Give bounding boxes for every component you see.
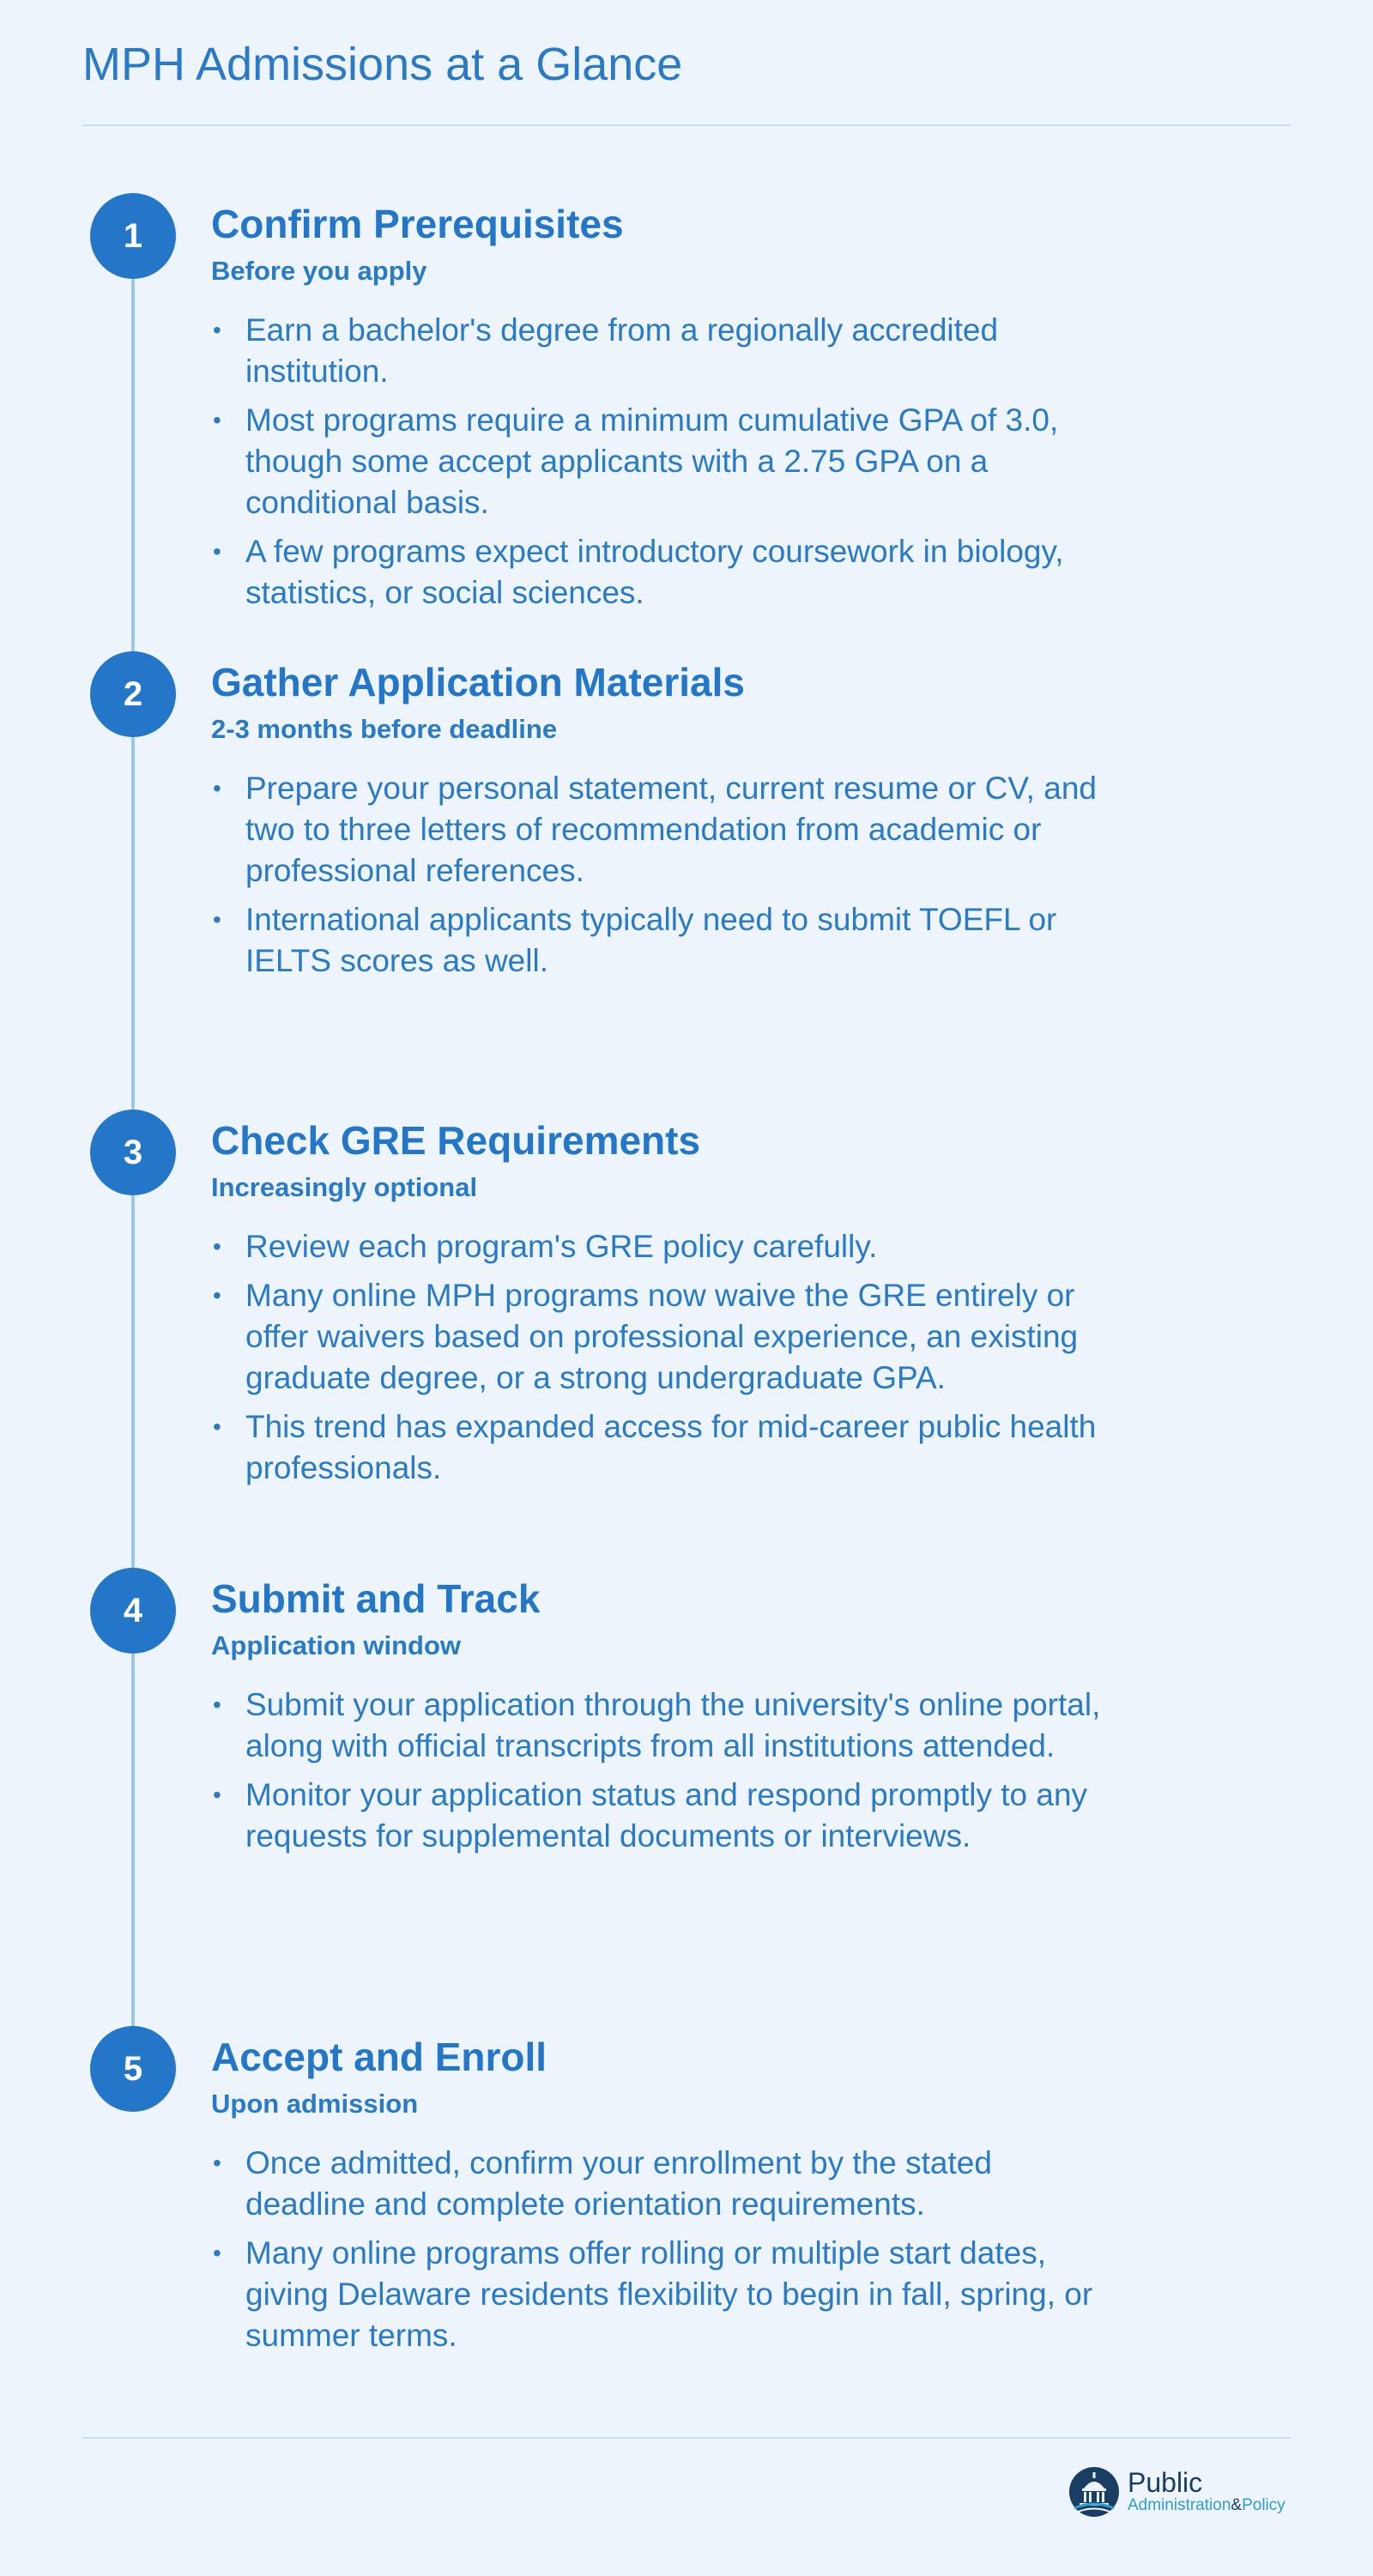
step-content — [211, 198, 1138, 621]
step-content — [211, 656, 1138, 989]
list-item — [211, 310, 1104, 392]
step-title: Confirm Prerequisites — [211, 202, 624, 246]
step-content — [211, 2031, 1138, 2364]
list-item — [211, 899, 1104, 982]
step-content — [211, 1573, 1138, 1865]
list-item — [211, 1684, 1104, 1767]
step-number-badge: 2 — [90, 651, 176, 737]
bullet-icon: • — [213, 1282, 221, 1309]
list-item — [211, 1226, 1104, 1267]
list-item — [211, 2143, 1104, 2225]
logo-word-public: Public — [1128, 2467, 1203, 2498]
list-item-text: Once admitted, confirm your enrollment by the stated deadline and complete orientation requirements. — [245, 2145, 992, 2222]
bullet-icon: • — [213, 2240, 221, 2266]
step-subtitle: Increasingly optional — [211, 1172, 478, 1202]
step-bullet-list — [211, 1684, 1104, 1857]
step-subtitle: 2-3 months before deadline — [211, 714, 558, 744]
step-bullet-list — [211, 1226, 1104, 1489]
bullet-icon: • — [213, 775, 221, 801]
list-item-text: Review each program's GRE policy carefully. — [245, 1229, 878, 1264]
step-bullet-list — [211, 2143, 1104, 2356]
list-item-text: Many online programs offer rolling or multiple start dates, giving Delaware residents flexibility to begin in fall, spring, or summer terms. — [245, 2235, 1093, 2353]
list-item — [211, 400, 1104, 523]
list-item-text: Submit your application through the university's online portal, along with official transcripts from all institutions attended. — [245, 1687, 1101, 1763]
bullet-icon: • — [213, 1781, 221, 1808]
step-bullet-list — [211, 768, 1104, 982]
step-title: Check GRE Requirements — [211, 1118, 701, 1163]
bullet-icon: • — [213, 407, 221, 433]
list-item — [211, 768, 1104, 892]
bullet-icon: • — [213, 906, 221, 933]
step-number-badge: 1 — [90, 193, 176, 279]
bullet-icon: • — [213, 1691, 221, 1718]
capitol-dome-icon — [1068, 2465, 1121, 2519]
list-item-text: A few programs expect introductory coursework in biology, statistics, or social sciences. — [245, 534, 1064, 610]
list-item — [211, 531, 1104, 614]
logo-wordmark — [1128, 2469, 1285, 2515]
list-item-text: Most programs require a minimum cumulative GPA of 3.0, though some accept applicants with a 2.75 GPA on a conditional basis. — [245, 402, 1059, 520]
list-item-text: This trend has expanded access for mid-career public health professionals. — [245, 1409, 1097, 1485]
list-item-text: Earn a bachelor's degree from a regionally accredited institution. — [245, 312, 999, 389]
page-title: MPH Admissions at a Glance — [82, 39, 683, 90]
list-item — [211, 1275, 1104, 1399]
bullet-icon: • — [213, 1233, 221, 1260]
step-title: Gather Application Materials — [211, 660, 745, 704]
header-divider — [82, 124, 1291, 126]
step-subtitle: Application window — [211, 1630, 462, 1660]
list-item — [211, 1775, 1104, 1857]
bullet-icon: • — [213, 1413, 221, 1440]
step-content — [211, 1115, 1138, 1497]
logo-word-ampersand: & — [1231, 2496, 1243, 2514]
step-bullet-list — [211, 310, 1104, 614]
bullet-icon: • — [213, 317, 221, 343]
step-title: Accept and Enroll — [211, 2035, 547, 2079]
footer-divider — [82, 2437, 1291, 2439]
step-number-badge: 4 — [90, 1568, 176, 1654]
brand-logo[interactable] — [1068, 2463, 1294, 2521]
list-item-text: Prepare your personal statement, current resume or CV, and two to three letters of recommendation from academic or professional references. — [245, 771, 1097, 888]
step-subtitle: Upon admission — [211, 2089, 419, 2119]
logo-word-policy: Policy — [1242, 2496, 1285, 2514]
step-number-badge: 3 — [90, 1110, 176, 1195]
bullet-icon: • — [213, 2150, 221, 2176]
step-subtitle: Before you apply — [211, 256, 427, 286]
list-item — [211, 2233, 1104, 2356]
list-item-text: Monitor your application status and respond promptly to any requests for supplemental documents or interviews. — [245, 1777, 1088, 1853]
list-item-text: International applicants typically need to submit TOEFL or IELTS scores as well. — [245, 902, 1057, 978]
logo-word-administration: Administration — [1128, 2496, 1231, 2514]
bullet-icon: • — [213, 538, 221, 565]
logo-word-subtitle — [1128, 2496, 1285, 2515]
list-item-text: Many online MPH programs now waive the GRE entirely or offer waivers based on professional experience, an existing graduate degree, or a strong undergraduate GPA. — [245, 1278, 1079, 1395]
list-item — [211, 1406, 1104, 1489]
step-number-badge: 5 — [90, 2026, 176, 2112]
step-title: Submit and Track — [211, 1576, 541, 1621]
